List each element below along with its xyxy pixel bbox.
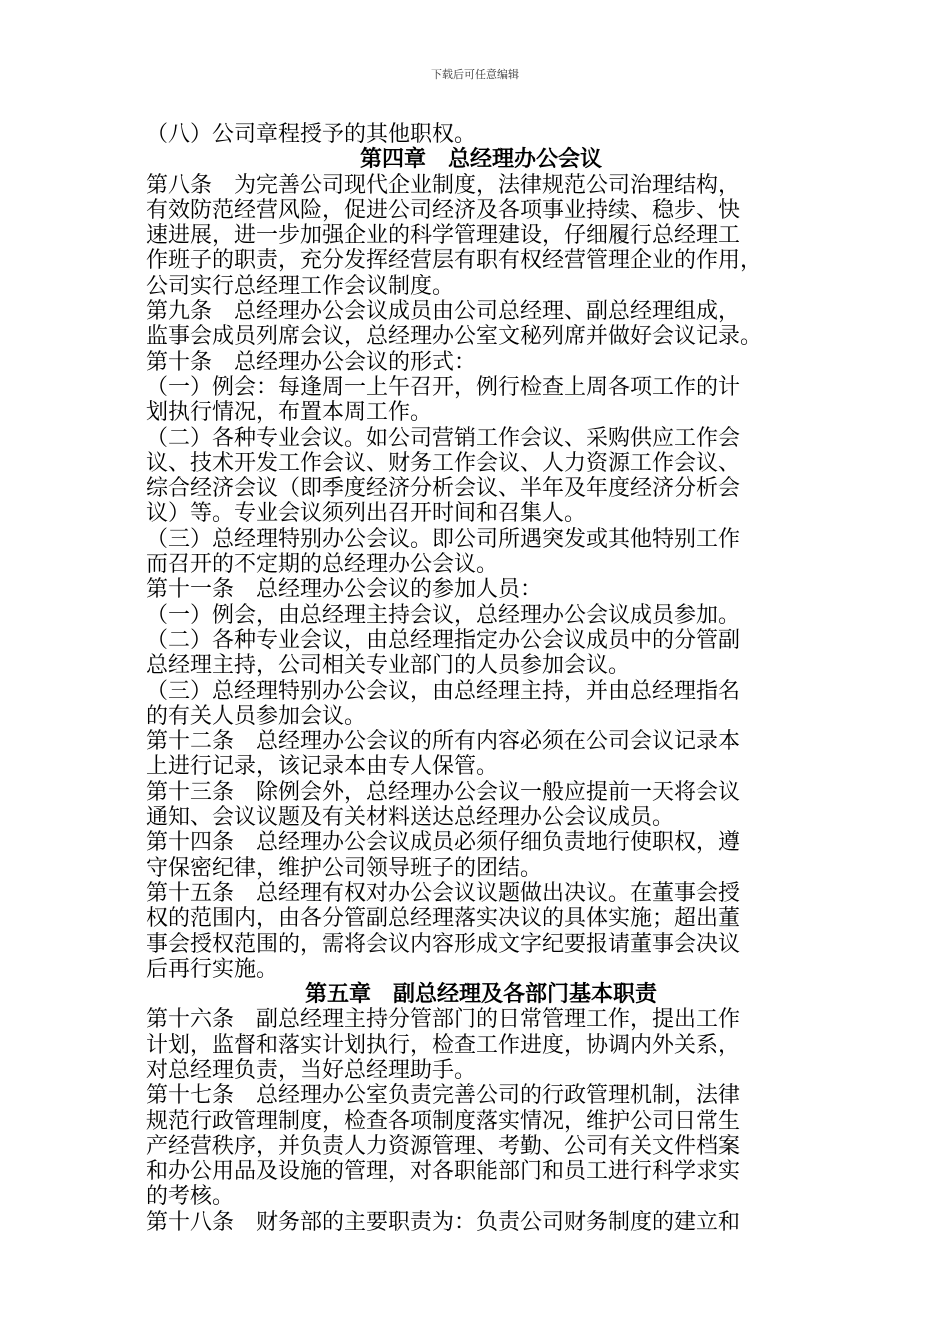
text-line: 第十七条 总经理办公室负责完善公司的行政管理机制，法律 (146, 1083, 741, 1109)
text-line: 而召开的不定期的总经理办公会议。 (146, 552, 499, 578)
text-line: （三）总经理特别办公会议。即公司所遇突发或其他特别工作 (146, 526, 741, 552)
text-line: 作班子的职责，充分发挥经营层有职有权经营管理企业的作用， (146, 248, 763, 274)
text-line: 第十四条 总经理办公会议成员必须仔细负责地行使职权，遵 (146, 830, 741, 856)
text-line: 第九条 总经理办公会议成员由公司总经理、副总经理组成， (146, 299, 741, 325)
text-line: 规范行政管理制度，检查各项制度落实情况，维护公司日常生 (146, 1108, 741, 1134)
text-line: 对总经理负责，当好总经理助手。 (146, 1057, 477, 1083)
text-line: 第十一条 总经理办公会议的参加人员： (146, 577, 543, 603)
text-line: 产经营秩序，并负责人力资源管理、考勤、公司有关文件档案 (146, 1133, 741, 1159)
text-line: 计划，监督和落实计划执行，检查工作进度，协调内外关系， (146, 1032, 741, 1058)
text-line: 综合经济会议（即季度经济分析会议、半年及年度经济分析会 (146, 476, 741, 502)
text-line: 第十八条 财务部的主要职责为：负责公司财务制度的建立和 (146, 1209, 741, 1235)
text-line: 第十三条 除例会外，总经理办公会议一般应提前一天将会议 (146, 779, 741, 805)
text-line: 通知、会议议题及有关材料送达总经理办公会议成员。 (146, 805, 675, 831)
text-line: （三）总经理特别办公会议，由总经理主持，并由总经理指名 (146, 678, 741, 704)
text-line: 后再行实施。 (146, 956, 279, 982)
text-line: 和办公用品及设施的管理，对各职能部门和员工进行科学求实 (146, 1159, 741, 1185)
text-line: 划执行情况，布置本周工作。 (146, 400, 433, 426)
text-line: 公司实行总经理工作会议制度。 (146, 273, 455, 299)
download-note: 下载后可任意编辑 (431, 68, 519, 81)
text-line: 第十二条 总经理办公会议的所有内容必须在公司会议记录本 (146, 729, 741, 755)
text-line: 监事会成员列席会议，总经理办公室文秘列席并做好会议记录。 (146, 324, 763, 350)
document-body (146, 122, 816, 1235)
text-line: 权的范围内，由各分管副总经理落实决议的具体实施；超出董 (146, 906, 741, 932)
text-line: 第十五条 总经理有权对办公会议议题做出决议。在董事会授 (146, 880, 741, 906)
text-line: （一）例会，由总经理主持会议，总经理办公会议成员参加。 (146, 602, 741, 628)
text-line: 第八条 为完善公司现代企业制度，法律规范公司治理结构， (146, 172, 741, 198)
text-line: 第十六条 副总经理主持分管部门的日常管理工作，提出工作 (146, 1007, 741, 1033)
text-line: 上进行记录，该记录本由专人保管。 (146, 754, 499, 780)
text-line: （二）各种专业会议。如公司营销工作会议、采购供应工作会 (146, 425, 741, 451)
chapter-heading: 第五章 副总经理及各部门基本职责 (304, 981, 657, 1008)
text-line: 有效防范经营风险，促进公司经济及各项事业持续、稳步、快 (146, 197, 741, 223)
text-line: 总经理主持，公司相关专业部门的人员参加会议。 (146, 653, 631, 679)
text-line: 议、技术开发工作会议、财务工作会议、人力资源工作会议、 (146, 450, 741, 476)
text-line: 事会授权范围的，需将会议内容形成文字纪要报请董事会决议 (146, 931, 741, 957)
text-line: （二）各种专业会议，由总经理指定办公会议成员中的分管副 (146, 627, 741, 653)
text-line: 议）等。专业会议须列出召开时间和召集人。 (146, 501, 587, 527)
text-line: 的考核。 (146, 1184, 235, 1210)
text-line: 第十条 总经理办公会议的形式： (146, 349, 477, 375)
text-line: （一）例会：每逢周一上午召开，例行检查上周各项工作的计 (146, 374, 741, 400)
text-line: 守保密纪律，维护公司领导班子的团结。 (146, 855, 543, 881)
text-line: 速进展，进一步加强企业的科学管理建设，仔细履行总经理工 (146, 223, 741, 249)
text-line: 的有关人员参加会议。 (146, 703, 367, 729)
chapter-heading: 第四章 总经理办公会议 (359, 146, 602, 173)
text-line: （八）公司章程授予的其他职权。 (146, 122, 477, 147)
